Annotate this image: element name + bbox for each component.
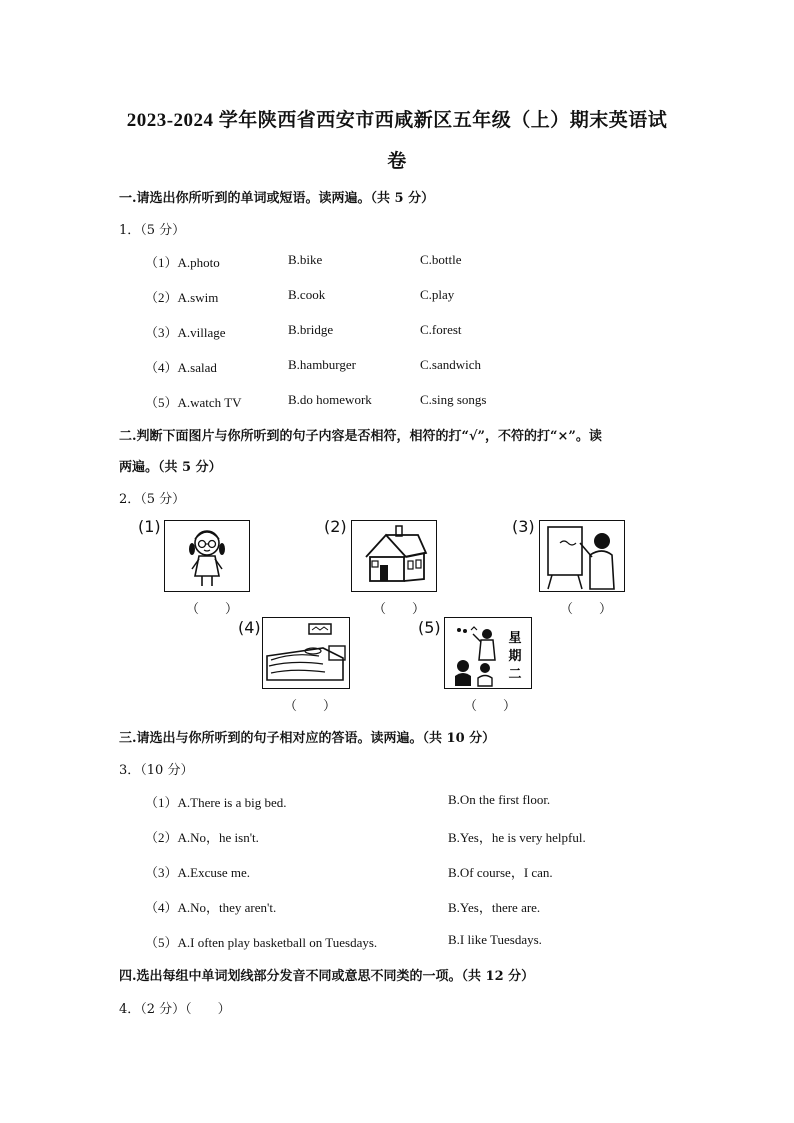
q1-item2-option-b: B.cook	[288, 287, 326, 302]
q1-item4-option-c: C.sandwich	[420, 357, 482, 372]
q3-item2-option-a: （2）A.No，he isn't.	[145, 830, 259, 845]
q1-item5-option-c: C.sing songs	[420, 392, 487, 407]
q3-item4-option-b: B.Yes，there are.	[448, 900, 541, 915]
q1-item2-option-a: （2）A.swim	[145, 290, 219, 305]
picture-2-number: (2)	[324, 517, 347, 536]
q1-item4-option-a: （4）A.salad	[145, 360, 217, 375]
q3-item1-option-b: B.On the first floor.	[448, 792, 551, 807]
section3-heading: 三.请选出与你所听到的句子相对应的答语。读两遍。（共 10 分）	[119, 731, 496, 746]
section2-heading-line2: 两遍。（共 5 分）	[119, 460, 222, 475]
q3-item4-option-a: （4）A.No，they aren't.	[145, 900, 277, 915]
q1-item3-option-c: C.forest	[420, 322, 462, 337]
picture-5-number: (5)	[418, 618, 441, 637]
question2-label: 2．（5 分）	[119, 492, 186, 507]
picture-4-number: (4)	[238, 618, 261, 637]
picture-1-answer-blank: （ ）	[186, 602, 239, 617]
q1-item1-option-b: B.bike	[288, 252, 323, 267]
picture-3-number: (3)	[512, 517, 535, 536]
q3-item5-option-a: （5）A.I often play basketball on Tuesdays.	[145, 935, 378, 950]
q3-item5-option-b: B.I like Tuesdays.	[448, 932, 542, 947]
q3-item1-option-a: （1）A.There is a big bed.	[145, 795, 287, 810]
board-text-1: 星	[508, 631, 522, 646]
bedroom-illustration	[262, 617, 350, 689]
board-text-2: 期	[508, 649, 522, 664]
q3-item2-option-b: B.Yes，he is very helpful.	[448, 830, 586, 845]
question4-label: 4．（2 分）（ ）	[119, 1002, 231, 1017]
house-illustration	[351, 520, 437, 592]
classroom-teacher-illustration	[444, 617, 532, 689]
picture-4-answer-blank: （ ）	[284, 699, 337, 714]
q1-item5-option-b: B.do homework	[288, 392, 372, 407]
picture-3-answer-blank: （ ）	[560, 602, 613, 617]
q1-item1-option-c: C.bottle	[420, 252, 462, 267]
q3-item3-option-b: B.Of course，I can.	[448, 865, 553, 880]
q1-item4-option-b: B.hamburger	[288, 357, 356, 372]
q3-item3-option-a: （3）A.Excuse me.	[145, 865, 251, 880]
board-text-3: 二	[508, 667, 522, 682]
picture-2-answer-blank: （ ）	[373, 602, 426, 617]
q1-item3-option-b: B.bridge	[288, 322, 334, 337]
person-painting-illustration	[539, 520, 625, 592]
q1-item5-option-a: （5）A.watch TV	[145, 395, 242, 410]
question3-label: 3．（10 分）	[119, 763, 194, 778]
exam-title-line1: 2023-2024 学年陕西省西安市西咸新区五年级（上）期末英语试	[126, 110, 668, 131]
q1-item2-option-c: C.play	[420, 287, 455, 302]
girl-with-glasses-illustration	[164, 520, 250, 592]
exam-title-line2: 卷	[387, 151, 407, 172]
section2-heading-line1: 二.判断下面图片与你所听到的句子内容是否相符，相符的打“√”，不符的打“×”。读	[119, 429, 602, 444]
section1-heading: 一.请选出你所听到的单词或短语。读两遍。（共 5 分）	[119, 191, 435, 206]
picture-1-number: (1)	[138, 517, 161, 536]
question1-label: 1．（5 分）	[119, 223, 186, 238]
section4-heading: 四.选出每组中单词划线部分发音不同或意思不同类的一项。（共 12 分）	[119, 969, 535, 984]
q1-item1-option-a: （1）A.photo	[145, 255, 220, 270]
picture-5-answer-blank: （ ）	[464, 699, 517, 714]
q1-item3-option-a: （3）A.village	[145, 325, 226, 340]
